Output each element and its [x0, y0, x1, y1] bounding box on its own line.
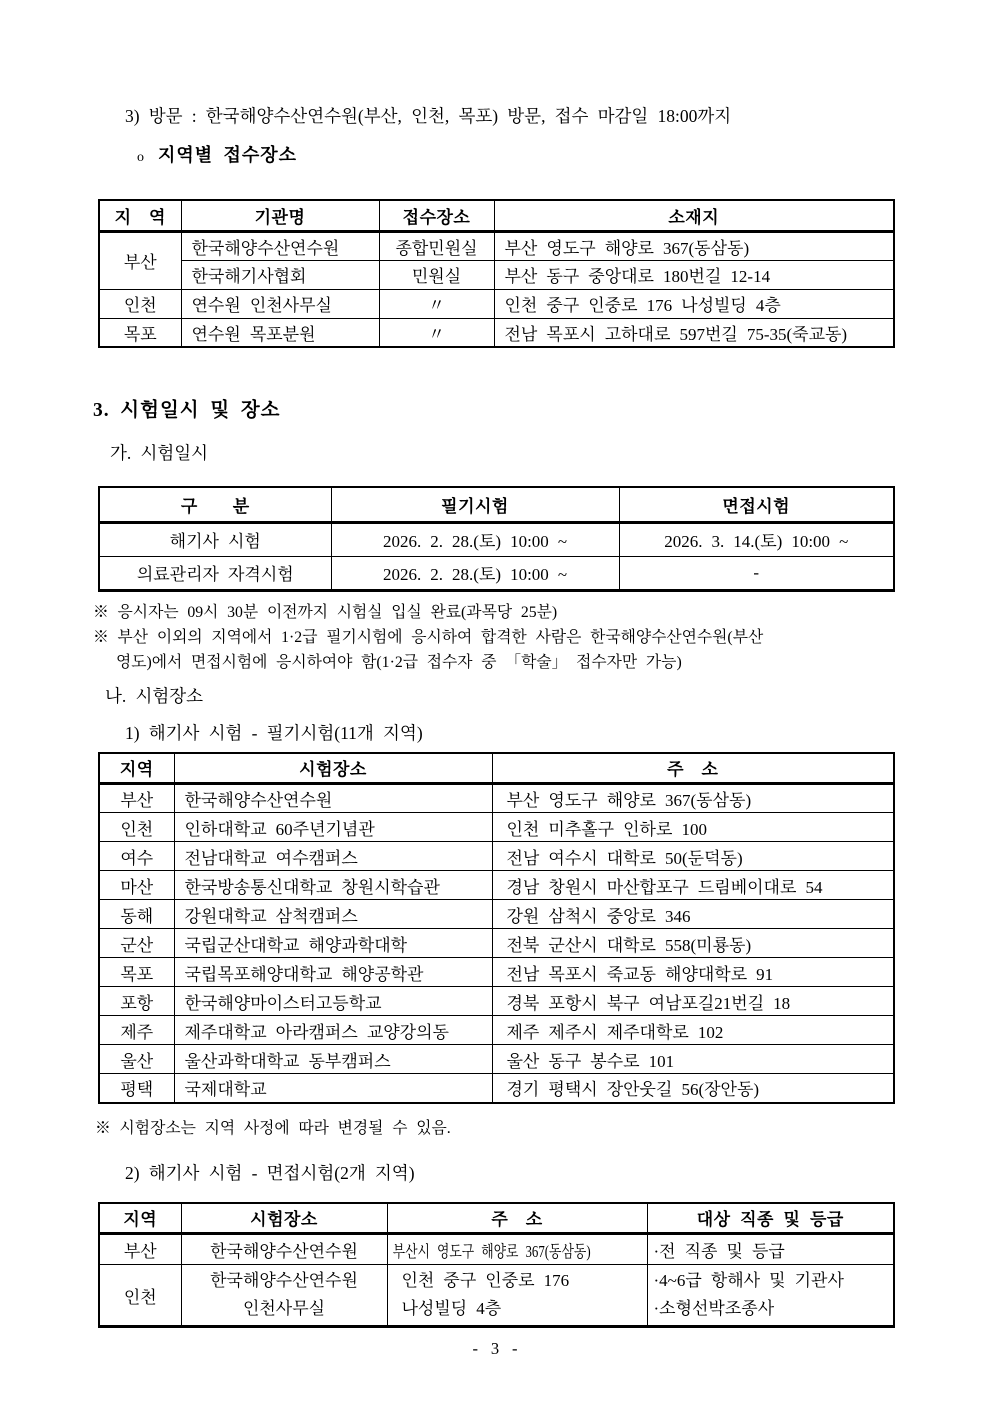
cell-venue: 한국해양수산연수원 — [181, 1234, 387, 1265]
cell-org: 한국해양수산연수원 — [181, 231, 379, 260]
cell-region: 부산 — [99, 1234, 181, 1265]
table-row — [99, 987, 894, 1016]
column-header-office: 접수장소 — [379, 200, 494, 231]
cell-venue: 울산과학대학교 동부캠퍼스 — [174, 1045, 492, 1074]
table-header-row — [99, 753, 894, 784]
cell-region: 포항 — [99, 987, 174, 1016]
cell-region: 인천 — [99, 289, 181, 318]
page-number: - 3 - — [472, 1339, 520, 1358]
subsection-b-label: 나. 시험장소 — [105, 685, 204, 706]
cell-region: 목포 — [99, 958, 174, 987]
cell-address: 강원 삼척시 중앙로 346 — [492, 900, 894, 929]
interview-exam-locations-table — [98, 1202, 895, 1329]
table-row — [99, 1016, 894, 1045]
table-row — [99, 522, 894, 556]
table-row — [99, 813, 894, 842]
cell-venue — [181, 1265, 387, 1327]
table-row — [99, 1074, 894, 1103]
cell-region: 울산 — [99, 1045, 174, 1074]
table-row — [99, 1045, 894, 1074]
cell-venue: 국립목포해양대학교 해양공학관 — [174, 958, 492, 987]
receipt-places-title: 지역별 접수장소 — [158, 145, 298, 165]
cell-target-grades — [647, 1265, 894, 1327]
cell-region: 목포 — [99, 318, 181, 347]
reception-table — [98, 199, 895, 348]
schedule-table — [98, 486, 895, 592]
column-header-org: 기관명 — [181, 200, 379, 231]
cell-written-date: 2026. 2. 28.(토) 10:00 ~ — [331, 522, 619, 556]
cell-region: 제주 — [99, 1016, 174, 1045]
cell-office: 종합민원실 — [379, 231, 494, 260]
squeezed-address-text: 부산시 영도구 해양로 367(동삼동) — [392, 1241, 591, 1261]
cell-region: 평택 — [99, 1074, 174, 1103]
written-exam-heading: 1) 해기사 시험 - 필기시험(11개 지역) — [125, 722, 423, 743]
cell-address: 경기 평택시 장안웃길 56(장안동) — [492, 1074, 894, 1103]
cell-category: 해기사 시험 — [99, 522, 331, 556]
section-title: 3. 시험일시 및 장소 — [93, 400, 281, 421]
cell-venue: 전남대학교 여수캠퍼스 — [174, 842, 492, 871]
table-row — [99, 842, 894, 871]
cell-category: 의료관리자 자격시험 — [99, 556, 331, 590]
table-row — [99, 556, 894, 590]
column-header-category: 구 분 — [99, 487, 331, 522]
cell-address: 전남 목포시 고하대로 597번길 75-35(죽교동) — [494, 318, 894, 347]
cell-venue: 강원대학교 삼척캠퍼스 — [174, 900, 492, 929]
column-header-address: 주 소 — [492, 753, 894, 784]
table-header-row — [99, 487, 894, 522]
table-row — [99, 289, 894, 318]
cell-region: 부산 — [99, 784, 174, 813]
cell-office: 〃 — [379, 289, 494, 318]
table-row — [99, 900, 894, 929]
cell-region: 부산 — [99, 231, 181, 289]
table-header-row — [99, 200, 894, 231]
table-row — [99, 871, 894, 900]
cell-address: 부산 영도구 해양로 367(동삼동) — [494, 231, 894, 260]
interview-exam-heading: 2) 해기사 시험 - 면접시험(2개 지역) — [125, 1162, 415, 1183]
column-header-target-grades: 대상 직종 및 등급 — [647, 1203, 894, 1234]
table-row — [99, 784, 894, 813]
cell-address: 제주 제주시 제주대학로 102 — [492, 1016, 894, 1045]
cell-address: 전남 여수시 대학로 50(둔덕동) — [492, 842, 894, 871]
cell-region: 인천 — [99, 1265, 181, 1327]
cell-region: 마산 — [99, 871, 174, 900]
written-exam-locations-table — [98, 752, 895, 1104]
cell-address: 부산 영도구 해양로 367(동삼동) — [492, 784, 894, 813]
cell-region: 인천 — [99, 813, 174, 842]
address-line-2: 나성빌딩 4층 — [401, 1299, 502, 1318]
column-header-address: 주 소 — [387, 1203, 647, 1234]
column-header-region: 지역 — [99, 753, 174, 784]
bullet-marker: o — [137, 150, 144, 165]
cell-address: 전남 목포시 죽교동 해양대학로 91 — [492, 958, 894, 987]
subsection-a-label: 가. 시험일시 — [110, 443, 209, 463]
cell-office: 민원실 — [379, 260, 494, 289]
cell-venue: 국제대학교 — [174, 1074, 492, 1103]
note-entry-time: ※ 응시자는 09시 30분 이전까지 시험실 입실 완료(과목당 25분) — [93, 603, 558, 621]
column-header-interview-exam: 면접시험 — [619, 487, 894, 522]
receipt-places-heading — [137, 141, 992, 167]
cell-venue: 한국해양마이스터고등학교 — [174, 987, 492, 1016]
note-interview-location-line2: 영도)에서 면접시험에 응시하여야 함(1·2급 접수자 중 「학술」 접수자만 가능) — [116, 653, 682, 671]
cell-region: 군산 — [99, 929, 174, 958]
column-header-venue: 시험장소 — [174, 753, 492, 784]
cell-address — [387, 1265, 647, 1327]
cell-venue: 한국해양수산연수원 — [174, 784, 492, 813]
column-header-region: 지 역 — [99, 200, 181, 231]
cell-venue: 국립군산대학교 해양과학대학 — [174, 929, 492, 958]
cell-address: 인천 미추홀구 인하로 100 — [492, 813, 894, 842]
cell-venue: 한국방송통신대학교 창원시학습관 — [174, 871, 492, 900]
schedule-notes — [93, 600, 992, 675]
column-header-region: 지역 — [99, 1203, 181, 1234]
cell-org: 연수원 목포분원 — [181, 318, 379, 347]
cell-address: 울산 동구 봉수로 101 — [492, 1045, 894, 1074]
target-line-2: ·소형선박조종사 — [653, 1299, 775, 1318]
cell-address — [387, 1234, 647, 1265]
cell-org: 한국해기사협회 — [181, 260, 379, 289]
venue-change-note: ※ 시험장소는 지역 사정에 따라 변경될 수 있음. — [95, 1119, 451, 1137]
table-row — [99, 958, 894, 987]
column-header-venue: 시험장소 — [181, 1203, 387, 1234]
table-row — [99, 1234, 894, 1265]
table-header-row — [99, 1203, 894, 1234]
cell-venue: 인하대학교 60주년기념관 — [174, 813, 492, 842]
visit-instruction-line: 3) 방문 : 한국해양수산연수원(부산, 인천, 목포) 방문, 접수 마감일 18:00까지 — [125, 106, 732, 126]
cell-target-grades: ·전 직종 및 등급 — [647, 1234, 894, 1265]
table-row — [99, 231, 894, 260]
cell-interview-date: - — [619, 556, 894, 590]
table-row — [99, 929, 894, 958]
cell-venue: 제주대학교 아라캠퍼스 교양강의동 — [174, 1016, 492, 1045]
cell-interview-date: 2026. 3. 14.(토) 10:00 ~ — [619, 522, 894, 556]
address-line-1: 인천 중구 인중로 176 — [401, 1271, 570, 1290]
venue-line-1: 한국해양수산연수원 — [210, 1271, 358, 1290]
column-header-written-exam: 필기시험 — [331, 487, 619, 522]
table-row — [99, 1265, 894, 1327]
cell-written-date: 2026. 2. 28.(토) 10:00 ~ — [331, 556, 619, 590]
table-row — [99, 318, 894, 347]
cell-address: 전북 군산시 대학로 558(미룡동) — [492, 929, 894, 958]
column-header-address: 소재지 — [494, 200, 894, 231]
cell-address: 부산 동구 중앙대로 180번길 12-14 — [494, 260, 894, 289]
cell-org: 연수원 인천사무실 — [181, 289, 379, 318]
cell-region: 동해 — [99, 900, 174, 929]
note-interview-location-line1: ※ 부산 이외의 지역에서 1·2급 필기시험에 응시하여 합격한 사람은 한국해양수산연수원(부산 — [93, 628, 764, 646]
table-row — [99, 260, 894, 289]
cell-address: 경남 창원시 마산합포구 드림베이대로 54 — [492, 871, 894, 900]
cell-office: 〃 — [379, 318, 494, 347]
cell-address: 경북 포항시 북구 여남포길21번길 18 — [492, 987, 894, 1016]
venue-line-2: 인천사무실 — [242, 1299, 326, 1318]
cell-address: 인천 중구 인중로 176 나성빌딩 4층 — [494, 289, 894, 318]
cell-region: 여수 — [99, 842, 174, 871]
target-line-1: ·4~6급 항해사 및 기관사 — [653, 1271, 844, 1290]
